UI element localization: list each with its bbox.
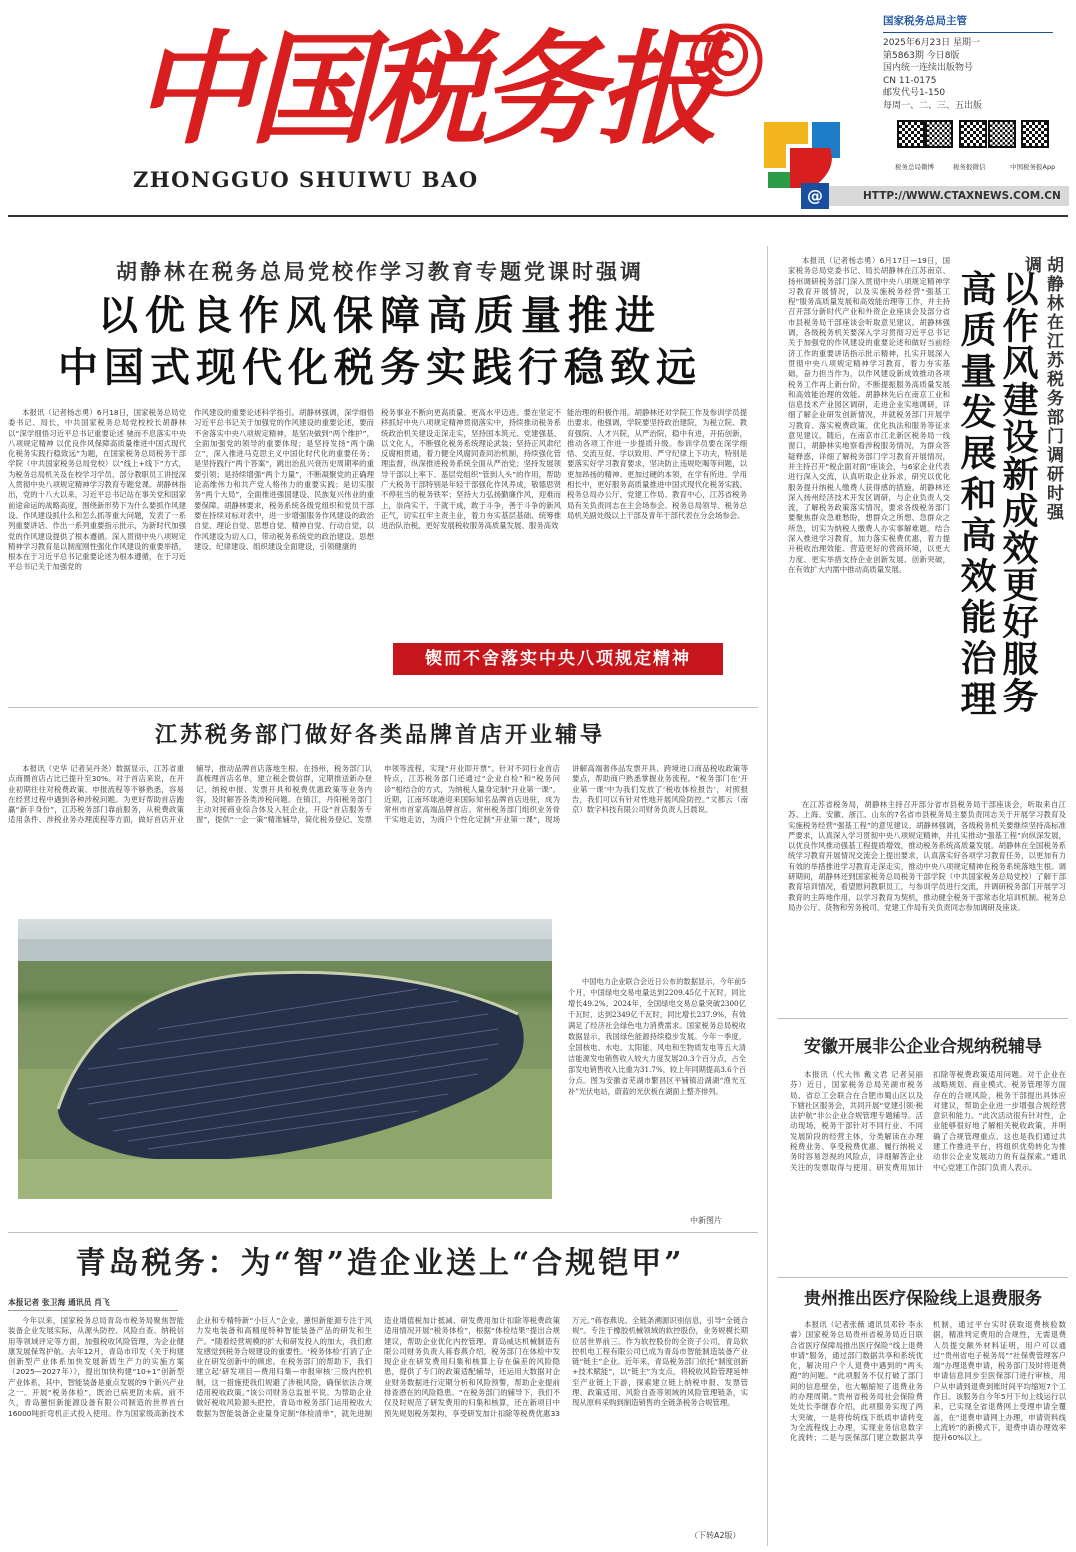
schedule-line: 每周一、二、三、五出版	[883, 100, 983, 111]
logo-text: 中国税务报社	[710, 91, 741, 97]
photo-caption: 中国电力企业联合会近日公布的数据显示，今年前5个月，中国绿电交易电量达到2209.45亿千瓦时，同比增长49.2%。2024年，全国绿电交易总量突破2300亿千瓦时，达到2349亿千瓦时，同比增长237.9%，有效满足了经济社会绿色电力消费需求。国家税务总局税收数据显示，我国绿色能源持续稳步发展。今年一季度，全国核电、水电、太阳能、风电和生物质发电等五大清洁能源发电销售收入较大力度发展20.3个百分点，占全部发电销售收入比重为31.7%，较上年同期提高3.6个百分点。图为安徽省芜湖市繁昌区平铺镇沿湖湖“渔光互补”光伏电站，蔚蓝的光伏板在湖面上整齐排列。	[568, 977, 746, 1096]
qr-code-icon[interactable]	[959, 120, 987, 148]
qr-code-icon[interactable]	[1021, 120, 1049, 148]
qr-label-app: 中国税务报App	[1010, 163, 1056, 171]
guizhou-title[interactable]: 贵州推出医疗保险线上退费服务	[804, 1289, 1042, 1309]
solar-farm-photo[interactable]	[18, 919, 552, 1199]
sponsor-line: 国家税务总局主管	[883, 15, 967, 27]
masthead-title: 中国税务报	[133, 24, 713, 154]
qr-row	[895, 120, 1065, 180]
postal-line: 邮发代号1-150	[883, 88, 946, 98]
lead-column-1: 本报讯（记者杨志勇）6月18日，国家税务总局党委书记、局长，中共国家税务总局党校校长胡静林以“深学细悟习近平总书记重要论述 驰而不息落实中央八项规定精神 以优良作风保障高质量推进中国式现代化税务实践行稳致远”为题，在国家税务总局税务干部学院（中共国家税务总局党校）以“线上+线下”方式，为税务总局机关及在校学习学员、部分教职员工讲授深入贯彻中央八项规定精神学习教育专题党课。胡静林指出，党的十八大以来，习近平总书记站在事关党和国家前途命运的战略高度，围绕新形势下为什么要抓作风建设、作风建设抓什么和怎么抓等重大问题，发表了一系列重要讲话、作出一系列重要指示批示，为新时代加强党的作风建设提供了根本遵循。深入贯彻中央八项规定精神学习教育是以制度刚性强化作风建设的重要举措，根本在于习近平总书记重要论述为根本遵循，在于习近平总书记关于加强党的	[8, 408, 186, 572]
swirl-logo-icon	[688, 22, 764, 98]
photo-credit: 中新图片	[690, 1216, 722, 1225]
qingdao-body: 今年以来，国家税务总局青岛市税务局聚焦智能装备企业发展实际，从源头防控、风险自查、纳税信用等领域评定等方面，加强税收风险管理，为企业健康发展保驾护航。去年12月，青岛市印发《关于构建创新型产业体系加快发展新质生产力的实施方案（2025—2027年）》，提出加快构建“10+1”创新型产业体系，其中，智能装备是重点发展的9个新兴产业之一。开展“税务体检”，既治已病更防未病。前不久，青岛蕙恒新能源设备有限公司制造的世界首台16000吨折弯机正式投入使用。作为国家级高新技术企业和专精特新“小巨人”企业，蕙恒新能源专注于风力发电装备和高精度特种智能装备产品的研发和生产。“随着经营规模的扩大和研发投入的加大，我们愈发感觉到税务合规建设的重要性。‘税务体检’打消了企业在研发创新中的顾虑。在税务部门的帮助下，我们建立起‘研发项目—费用归集—申报审核’三级内控机制，这一措施使我们规避了涉税风险，确保依法合规适用税收政策。”该公司财务总监崔平说。为帮助企业做好税收风险源头把控，青岛市税务部门运用税收大数据为智能装备企业量身定制“体检清单”，就先进制造业增值税加计抵减、研发费用加计扣除等税费政策适用情况开展“税务体检”，根据“体检结果”提出合规建议，帮助企业优化内控管理。青岛威达机械制造有限公司财务负责人蒋春燕介绍，税务部门在体检中发现企业在研发费用归集和核算上存在偏差的风险隐患，提供了专门的政策适配辅导，还运用大数据对企业财务数据进行定期分析和风险预警，帮助企业提前排查潜在的风险隐患。“在税务部门的辅导下，我们不仅及时规范了研发费用的归集和核算，还在新项目中预先规划税务架构，享受研发加计扣除等税费优惠33万元。”蒋春燕说。全链条溯源识别信息，引导“全链合规”。专注于橡胶机械领域的软控股份，业务规模长期位居世界前三。作为软控股份的全资子公司，青岛软控机电工程有限公司已成为青岛市智能制造装备产业链“链主”企业。近年来，青岛税务部门依托“制度创新+技术赋能”，以“链主”为支点，将税收风险管理延伸至产业链上下游，探索建立链上纳税申报、发票管理、政策适用、风险自查等领域的风险管理链条，实现从原料采购到制造销售的全链条税务合规管理。	[8, 1316, 748, 1418]
website-url[interactable]: HTTP://WWW.CTAXNEWS.COM.CN	[863, 190, 1061, 202]
banner-text: 锲而不舍落实中央八项规定精神	[425, 649, 691, 669]
date-line: 2025年6月23日 星期一	[883, 38, 980, 48]
guizhou-body: 本报讯（记者张薇 通讯员邓铃 李永睿）国家税务总局贵州省税务局近日联合省医疗保障局推出医疗保险“线上退费申请”服务，通过部门数据共享和系统优化，解决用户个人退费中遇到的“两头跑”的问题。“此项服务不仅打破了部门间的信息壁垒，也大幅缩短了退费业务的办理周期。”贵州省税务局社会保险费处处长李继春介绍，此项服务实现了两大突破，一是将传统线下纸质申请转变为全流程线上办理，实现业务信息数字化流转；二是与医保部门建立数据共享机制，通过平台实时获取退费核验数据，精准判定费用的合规性，无需退费人员提交额外材料证明，用户可以通过“贵州省电子税务局”“社保费管理客户端”办理退费申请，税务部门及时将退费申请信息同步至医保部门进行审核，用户从申请到退费到账时间平均缩短7个工作日。该服务自今年5月下旬上线运行以来，已实现全省退费网上受理申请全覆盖，在“退费申请网上办理，申请资料线上流转”的新模式下，退费申请办理效率提升60%以上。	[790, 1320, 1066, 1443]
continued-note[interactable]: （下转A2版）	[690, 1531, 741, 1540]
lead-kicker: 胡静林在税务总局党校作学习教育专题党课时强调	[116, 260, 644, 284]
serial-line: 国内统一连续出版物号	[883, 63, 974, 73]
right-story-title-2[interactable]: 高质量发展和高效能治理	[955, 270, 996, 721]
qr-code-icon[interactable]	[897, 120, 925, 148]
url-bar[interactable]	[807, 186, 1069, 206]
lead-title-line1[interactable]: 以优良作风保障高质量推进	[98, 293, 662, 339]
newspaper-logo	[688, 22, 764, 98]
lead-column-4: 能治理的积极作用。胡静林还对学院工作及参训学员提出要求。他强调，学院要坚持政治建院，为税立院、教育强院、人才兴院，从严治院，稳中有进，开拓创新，推动各项工作进一步提质升级。参训学员要在深学细悟、交流互促、学以致用、严守纪律上下功夫，特别是要落实好学习教育要求，坚决防止违规吃喝等问题，以更加昂扬的精神、更加过硬的本领，在学有所进、学用相长中，更好服务高质量推进中国式现代化税务实践。税务总局办公厅、党建工作局、教育中心，江苏省税务局有关负责同志在主会场参会。税务总局领导、税务总局机关副处级以上干部及青年干部代表在分会场参会。	[567, 408, 747, 520]
qr-label-weibo: 税务总局微博	[895, 163, 934, 171]
right-story-lower: 在江苏省税务局，胡静林主持召开部分省市县税务局干部座谈会，听取来自江苏、上海、安徽、浙江、山东的7名省市县税务局主要负责同志关于开展学习教育及实施税务经营“强基工程”的意见建议。胡静林强调，各级税务机关要继续坚持高标准严要求，认真深入学习贯彻中央八项规定精神，并扎实推动“强基工程”向纵深发展，以优良作风推动强基工程提质增效，推动税务系统高质量发展。胡静林在全国税务系统学习教育开展情况交流会上提出要求，认真落实好各项学习教育任务，以更加有力有效的举措推进学习教育走深走实，推动中央八项规定精神在税务系统落地生根。调研期间，胡静林还到国家税务总局税务干部学院（中共国家税务总局党校）了解干部教育培训情况，看望慰问教职员工，与参训学员进行交流，并调研税务部门开展学习教育的主阵地作用，以学习教育为契机，推动健全税务干部常态化培训机制。税务总局办公厅、货物和劳务税司、党建工作局有关负责同志参加调研及座谈。	[788, 800, 1066, 912]
jiangsu-body: 本报讯（史华 记者吴丹尧）数据显示，江苏省重点商圈首店占比已提升至30%。对于首店来说，在开业初期往往对税费政策、申报流程等不够熟悉，容易在经营过程中遇到各种涉税问题。为更好帮助首店跑赢“新手身份”，江苏税务部门靠前服务，从税费政策适用条件、涉税业务办理流程等方面，做好首店开业辅导，推动品牌首店落地生根。在扬州，税务部门认真梳理首店名单，建立税企微信群，定期推送新办登记、纳税申报、发票开具和税费优惠政策等业务内容，及时解答各类涉税问题。在镇江，丹阳税务部门主动对接商业综合体及入驻企业，开设“首店服务专窗”，提供“一企一策”精准辅导，简化税务登记、发票申领等流程，实现“开业即开票”。针对不同行业首店特点，江苏税务部门还通过“企业自检”和“税务问诊”相结合的方式，为纳税人量身定制“开业第一课”。近期，江南环球港迎来国际知名品牌首店进驻，成为常州市首家高端品牌首店。常州税务部门组织业务骨干实地走访，为商户个性化定制“开业第一课”，现场讲解高端奢侈品发票开具、跨境进口商品税收政策等要点，帮助商户熟悉掌握业务流程。“税务部门在‘开业第一课’中为我们发放了‘税收体检报告’，对照报告，我们可以有针对性地开展风险防控。”文都云（南京）数字科技有限公司财务负责人吕晨说。	[8, 764, 748, 825]
tax-emblem	[760, 118, 844, 192]
cn-line: CN 11-0175	[883, 75, 937, 86]
jiangsu-title[interactable]: 江苏税务部门做好各类品牌首店开业辅导	[154, 723, 605, 748]
qingdao-byline: 本报记者 张卫海 通讯员 肖飞	[8, 1297, 178, 1311]
masthead-pinyin: ZHONGGUO SHUIWU BAO	[133, 167, 479, 192]
solar-panel-array-icon	[18, 919, 552, 1199]
qr-label-wechat: 税务报微信	[953, 163, 986, 171]
right-story-title-1[interactable]: 以作风建设新成效更好服务	[997, 270, 1038, 714]
eight-rules-banner[interactable]	[393, 643, 723, 675]
right-story-upper: 本报讯（记者杨志勇）6月17日—19日，国家税务总局党委书记、局长胡静林在江苏南京、扬州调研税务部门深入贯彻中央八项规定精神学习教育开展情况，以及实施税务经营“强基工程”服务高质量发展和高效能治理等工作，并主持召开部分新时代产业和外资企业座谈会及部分省市县税务局干部座谈会听取意见建议。胡静林强调，各级税务机关要深入学习贯彻习近平总书记关于加强党的作风建设的重要论述和做好当前经济工作的重要讲话指示批示精神，扎实开展深入贯彻中央八项规定精神学习教育，着力夯实基础，奋力担当作为，以作风建设新成效推动各项税务工作再上新台阶，不断提振服务高质量发展和高效能治理的效能。胡静林先后在南京工业和信息技术产业园区调研，走进企业实地调研，详细了解企业研发创新情况，并就税务部门开展学习教育、落实税费政策、优化执法和服务等征求意见建议。随后，在南京市江北新区税务局一线窗口，胡静林实地察看涉税服务情况，为群众答疑释惑，详细了解税务部门学习教育开展情况，并主持召开“税企面对面”座谈会，与6家企业代表进行深入交流，认真听取企业诉求，研究以优化服务提升纳税人缴费人获得感的措施。胡静林还深入扬州经济技术开发区调研，与企业负责人交流，了解税务政策落实情况，要求各级税务部门要聚焦群众急难愁盼，想群众之所想、急群众之所急，切实为纳税人缴费人办实事解难题。结合深入推进学习教育，加力落实税费优惠，着力提升税收治理效能、营造更好的营商环境，以更大力度、更实举措支持企业创新发展、创新突破，在有效扩大内需中推动高质量发展。	[788, 256, 950, 574]
lead-column-2: 作风建设的重要论述科学指引。胡静林强调，深学细悟习近平总书记关于加强党的作风建设的重要论述，要而不舍落实中央八项规定精神，是坚决做到“两个维护”，全面加强党的领导的重要体现；是坚持发扬“两个确立”，深入推进马克思主义中国化时代化的重要任务；是坚持践行“两个答案”，跳出治乱兴衰历史周期率的重要引领；是持续增强“两个力量”，不断凝聚党的正确理论高维伟力和共产党人格伟力的重要实践；是切实服务“两个大局”，全面推进强国建设、民族复兴伟业的重要保障。胡静林要求，税务系统各级党组织和党员干部要在持续对标对表中，进一步增强服务作风建设的政治自觉、理论自觉、思想自觉、精神自觉、行动自觉，以作风建设为切入口，带动税务系统党的政治建设、思想建设、纪律建设、组织建设全面建设，引领健康的	[194, 408, 374, 551]
issue-line: 第5863期 今日8版	[883, 50, 960, 61]
right-story-kicker: 胡静林在江苏税务部门调研时强调	[1021, 256, 1063, 522]
publication-info	[883, 10, 1063, 112]
anhui-title[interactable]: 安徽开展非公企业合规纳税辅导	[804, 1037, 1042, 1057]
emblem-icon	[760, 118, 844, 192]
qingdao-title[interactable]: 青岛税务：为“智”造企业送上“合规铠甲”	[75, 1246, 685, 1281]
qr-code-icon[interactable]	[988, 120, 1016, 148]
qr-code-icon[interactable]	[925, 120, 953, 148]
lead-column-3: 税务事业不断向更高质量、更高水平迈进。要在坚定不移抓好中央八项规定精神贯彻落实中，持续推动税务系统政治机关建设走深走实，坚持国本筑元、党建强基、以文化人，不断强化税务系统理论武装；坚持正风肃纪反腐相贯通，着力健全风腐同查同治机制，持续强化管理监督，纵深推进税务系统全面从严治党；坚持发展领导干部以上率下、基层党组织“管到人头”的作用，帮助广大税务干部特别是年轻干部强化作风养成，敬德思贤不停驻当的税务铁军；坚持大力弘扬勤廉作风，迎难而上，崇尚实干、干就干成，敢于斗争，善于斗争的新风正气，切实扛牢主责主业，着力夯实基层基础、统筹推进治队治税，更好发展税收服务高质量发展、服务高效	[381, 408, 561, 531]
at-icon: @	[801, 183, 829, 209]
anhui-body: 本报讯（代大伟 戴文君 记者吴丽芬）近日，国家税务总局芜湖市税务局、省总工会联合在合肥市蜀山区以及下辖社区服务会，共同开展“党建引领·税法护航”非公企业合规管理专题辅导。活动现场，税务干部针对不同行业、不同发展阶段的经营主体，分类解读在办理税费业务、享受税费优惠、履行纳税义务时容易忽视的风险点，详细解答企业关注的发票取得与使用、研发费用加计扣除等税费政策适用问题。对于企业在战略规划、商业模式、税务管理等方面存在的合规风险，税务干部提出具体应对建议，帮助企业进一步增强合规经营意识和能力。“此次活动很有针对性，企业能够很好地了解相关税收政策，并明确了合规管理重点。这也是我们通过共建工作推进平台，将组织优势转化为推动非公企业发展动力的有益探索。”通讯中心党建工作部门负责人表示。	[790, 1070, 1066, 1172]
lead-title-line2[interactable]: 中国式现代化税务实践行稳致远	[58, 345, 702, 391]
